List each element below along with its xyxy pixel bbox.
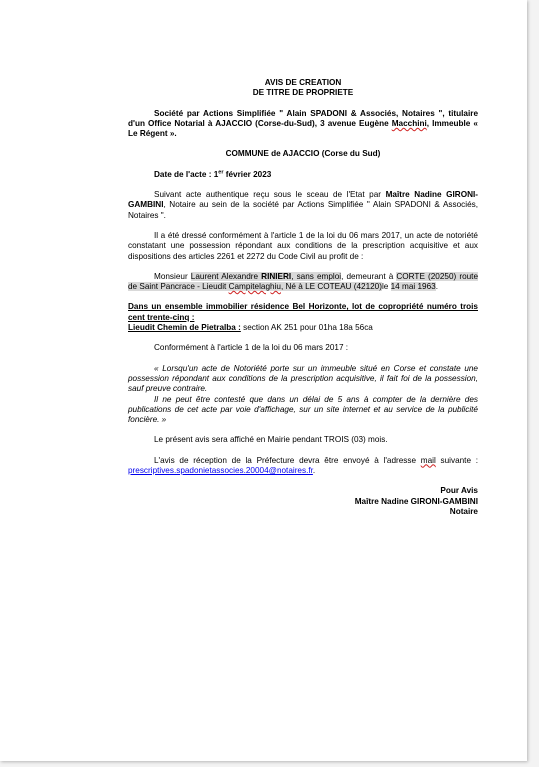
beneficiary-address: CORTE (20250) [396, 271, 457, 281]
property-section: section AK 251 pour 01ha 18a 56ca [240, 323, 373, 333]
article-paragraph: Conformément à l'article 1 de la loi du 06 mars 2017 : [154, 343, 349, 353]
reception-mail: mail [420, 455, 436, 465]
intro-paragraph [128, 109, 478, 140]
date-rest: février 2023 [223, 169, 272, 179]
quote-paragraph-1: « Lorsqu'un acte de Notoriété porte sur un immeuble situé en Corse et constate une possession répondant aux conditions de la prescription acquisitive, il fait foi de la possession, sauf preuve contraire. [128, 363, 478, 394]
beneficiary-surname: RINIERI [261, 271, 292, 281]
date-sup: er [218, 169, 224, 176]
property-line-2 [128, 323, 478, 333]
beneficiary-birthplace: LE COTEAU (42120) [305, 282, 382, 292]
beneficiary-birthdate: 14 mai 1963 [390, 282, 436, 292]
intro-text-1: Société par Actions Simplifiée " Alain SPADONI & Associés, Notaires ", titulaire d'un Office Notarial à AJACCIO (Corse-du-Sud), 3 avenue Eugène [128, 108, 478, 128]
beneficiary-paragraph [128, 272, 478, 293]
beneficiary-lieudit: Campitelaghiu [228, 282, 281, 292]
property-lieudit: Lieudit Chemin de Pietralba : [128, 323, 241, 333]
date-acte [128, 170, 478, 180]
acte-text-2: , Notaire au sein de la société par Actions Simplifiée " Alain SPADONI & Associés, Notaires ". [128, 200, 478, 220]
notoriete-paragraph: Il a été dressé conformément à l'article 1 de la loi du 06 mars 2017, un acte de notoriété constatant une possession répondant aux conditions de la prescription acquisitive et aux dispositions des articles 2261 et 2272 du Code Civil au profit de : [128, 230, 478, 261]
title-line-2: DE TITRE DE PROPRIETE [252, 88, 354, 98]
beneficiary-route: route de Saint Pancrace - Lieudit [128, 271, 478, 292]
email-link[interactable]: prescriptives.spadonietassocies.20004@notaires.fr [128, 466, 313, 476]
beneficiary-t5: , Né à [280, 282, 306, 292]
signature-line-3: Notaire [449, 506, 478, 516]
commune-heading: COMMUNE de AJACCIO (Corse du Sud) [225, 149, 381, 159]
signature-line-2: Maître Nadine GIRONI-GAMBINI [354, 496, 478, 506]
acte-paragraph [128, 190, 478, 221]
beneficiary-t6: le [381, 282, 391, 292]
beneficiary-occupation: , sans emploi [291, 271, 342, 281]
intro-text-2: , Immeuble « Le Régent ». [128, 118, 478, 139]
acte-notaire: Maître Nadine GIRONI-GAMBINI [128, 190, 478, 210]
affichage-paragraph: Le présent avis sera affiché en Mairie pendant TROIS (03) mois. [154, 435, 388, 445]
beneficiary-t7: . [435, 282, 438, 292]
acte-text-1: Suivant acte authentique reçu sous le sceau de l'Etat par [154, 190, 386, 200]
quote-paragraph-2: Il ne peut être contesté que dans un délai de 5 ans à compter de la dernière des publications de cet acte par voie d'affichage, sur un site internet et au service de la publicité foncière. » [128, 394, 478, 425]
intro-macchini: Macchini [391, 118, 427, 128]
beneficiary-t3: , demeurant à [341, 271, 397, 281]
reception-paragraph [128, 456, 478, 477]
reception-text-3: . [312, 466, 316, 476]
document-content [128, 78, 478, 517]
beneficiary-name: Laurent Alexandre [190, 271, 262, 281]
property-line-1: Dans un ensemble immobilier résidence Bel Horizonte, lot de copropriété numéro trois cent trente-cinq : [128, 302, 478, 322]
title-line-1: AVIS DE CREATION [264, 78, 342, 87]
date-label: Date de l'acte : 1 [154, 169, 219, 179]
reception-text-2: suivante : [435, 455, 479, 465]
beneficiary-t1: Monsieur [154, 271, 191, 281]
reception-text-1: L'avis de réception de la Préfecture devra être envoyé à l'adresse [154, 455, 421, 465]
signature-line-1: Pour Avis [440, 486, 478, 496]
